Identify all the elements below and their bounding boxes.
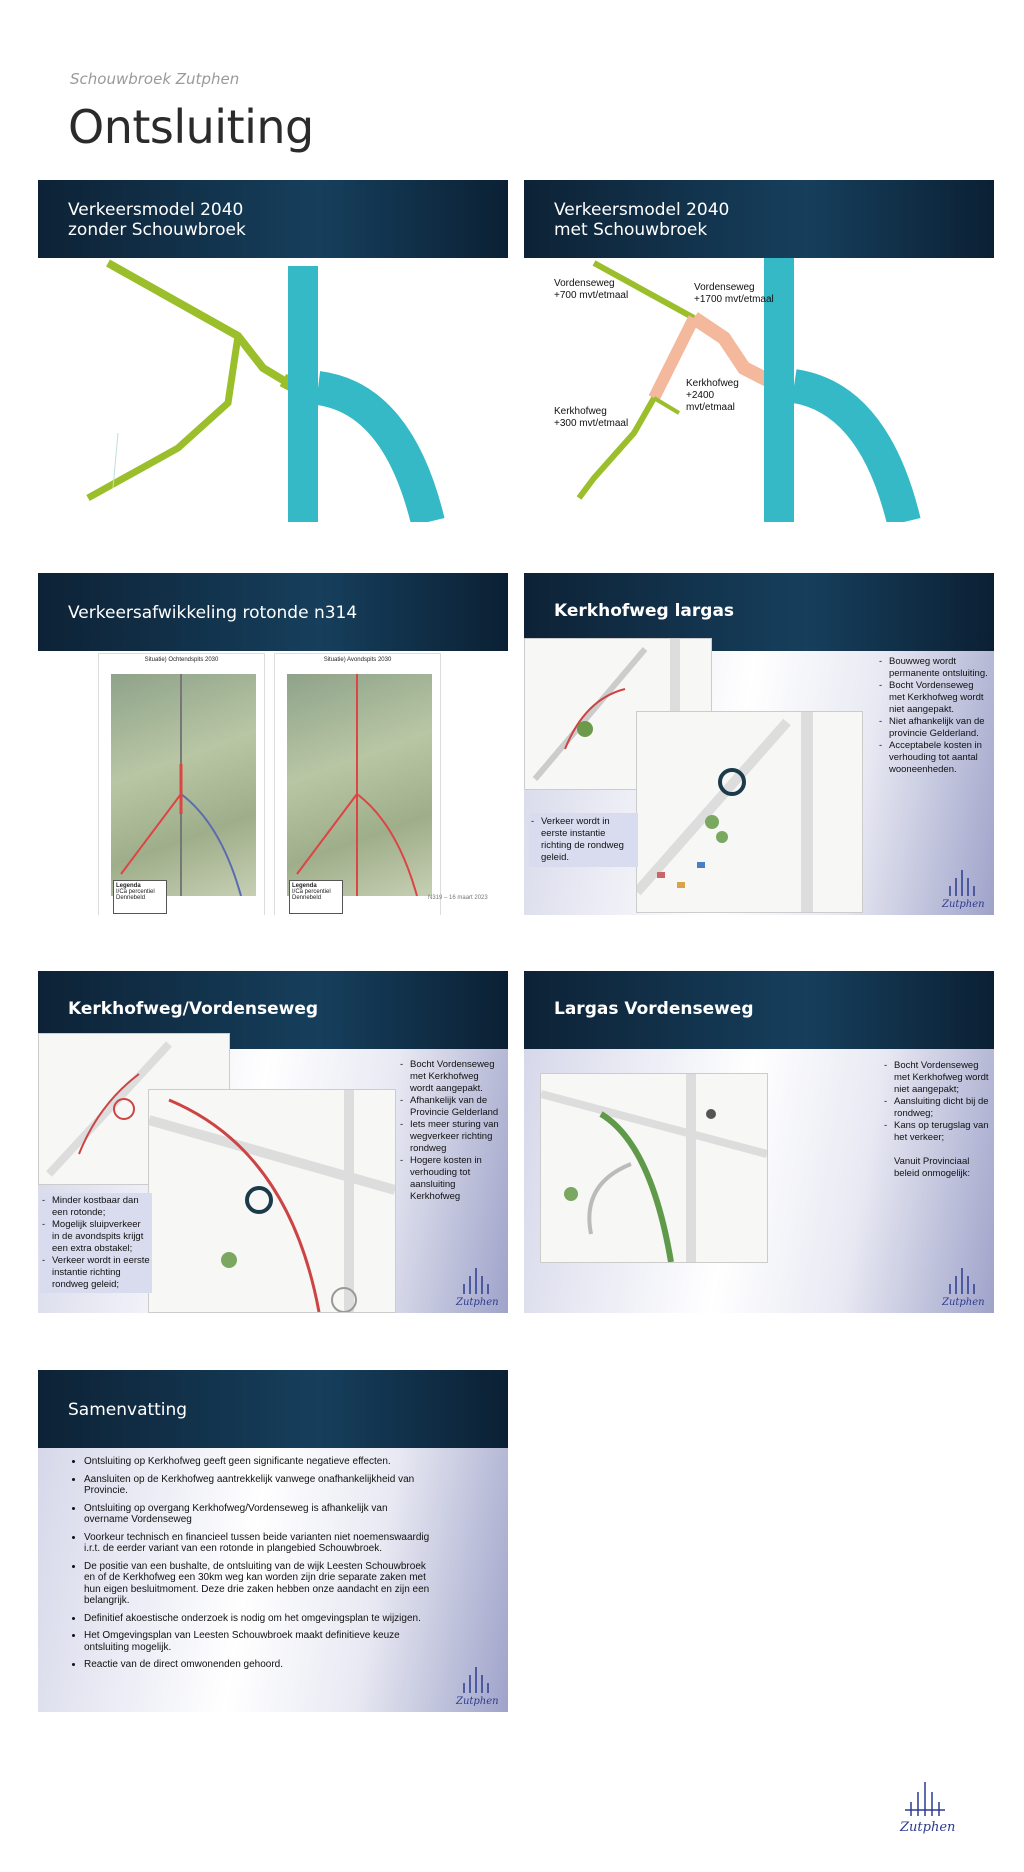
bullet-item: - Bouwweg wordt permanente ontsluiting. — [889, 656, 989, 680]
plan-map — [540, 1073, 768, 1263]
slide-title-line1: Verkeersmodel 2040 — [554, 200, 730, 220]
note-box — [529, 813, 638, 867]
bullet-list — [879, 656, 989, 776]
summary-item: • Aansluiten op de Kerkhofweg aantrekkelijk vanwege onafhankelijkheid van Provincie. — [84, 1474, 432, 1497]
slide-footer: N319 – 16 maart 2023 — [428, 895, 488, 901]
slide-title-line2: zonder Schouwbroek — [68, 220, 246, 240]
slide-header — [524, 180, 994, 258]
legend: Legenda I/Ca percentiel Dennebeld — [289, 880, 343, 914]
zutphen-logo: Zutphen — [456, 1266, 496, 1308]
slide-samenvatting — [38, 1370, 508, 1712]
summary-item: • Definitief akoestische onderzoek is nodig om het omgevingsplan te wijzigen. — [84, 1613, 432, 1625]
slide-title-line2: met Schouwbroek — [554, 220, 708, 240]
summary-item: • Voorkeur technisch en financieel tussen beide varianten niet noemenswaardig i.r.t. de eerder variant van een rotonde in plangebied Schouwbroek. — [84, 1532, 432, 1555]
slide-verkeersmodel-zonder — [38, 180, 508, 522]
map-title: Situatie) Ochtendspits 2030 — [144, 657, 219, 663]
document-subtitle: Schouwbroek Zutphen — [70, 70, 240, 88]
slide-header — [524, 971, 994, 1049]
slide-title: Kerkhofweg largas — [554, 601, 735, 621]
slide-kerkhofweg-vordenseweg — [38, 971, 508, 1313]
note-item: - Verkeer wordt in eerste instantie richting rondweg geleid; — [52, 1255, 150, 1291]
bullet-item: - Afhankelijk van de Provincie Gelderland — [410, 1095, 504, 1119]
note-item: - Verkeer wordt in eerste instantie richting de rondweg geleid. — [541, 816, 636, 864]
map-panel-ochtend — [98, 653, 265, 915]
bullet-item: - Bocht Vordenseweg met Kerkhofweg wordt niet aangepakt; — [894, 1060, 990, 1096]
map-panel-avond — [274, 653, 441, 915]
bullet-item: - Bocht Vordenseweg met Kerkhofweg wordt aangepakt. — [410, 1059, 504, 1095]
plan-map-detail — [148, 1089, 396, 1313]
bullet-item: - Bocht Vordenseweg met Kerkhofweg wordt niet aangepakt. — [889, 680, 989, 716]
bullet-item: - Kans op terugslag van het verkeer; — [894, 1120, 990, 1144]
label-vordenseweg-east: Vordenseweg +1700 mvt/etmaal — [694, 282, 774, 305]
note-box — [40, 1193, 152, 1293]
summary-item: • Het Omgevingsplan van Leesten Schouwbroek maakt definitieve keuze ontsluiting mogelijk. — [84, 1630, 432, 1653]
bullet-item: - Iets meer sturing van wegverkeer richting rondweg — [410, 1119, 504, 1155]
slide-header — [38, 180, 508, 258]
summary-item: • Ontsluiting op Kerkhofweg geeft geen significante negatieve effecten. — [84, 1456, 432, 1468]
slide-title: Samenvatting — [68, 1400, 188, 1420]
slide-header — [38, 1370, 508, 1448]
note-item: - Minder kostbaar dan een rotonde; — [52, 1195, 150, 1219]
summary-item: • Reactie van de direct omwonenden gehoord. — [84, 1659, 432, 1671]
label-vordenseweg-west: Vordenseweg +700 mvt/etmaal — [554, 278, 629, 301]
plan-map-detail — [636, 711, 863, 913]
zutphen-page-logo: Zutphen — [900, 1780, 950, 1835]
slide-title-line1: Verkeersmodel 2040 — [68, 200, 244, 220]
note-item: - Mogelijk sluipverkeer in de avondspits krijgt een extra obstakel; — [52, 1219, 150, 1255]
slide-kerkhofweg-largas — [524, 573, 994, 915]
slide-largas-vordenseweg — [524, 971, 994, 1313]
bullet-list — [884, 1060, 990, 1180]
map-title: Situatie) Avondspits 2030 — [323, 657, 392, 663]
legend: Legenda I/Ca percentiel Dennebeld — [113, 880, 167, 914]
aerial-map — [287, 674, 432, 896]
slide-title: Verkeersafwikkeling rotonde n314 — [68, 603, 358, 623]
zutphen-logo: Zutphen — [456, 1665, 496, 1707]
label-kerkhofweg-east: Kerkhofweg +2400 mvt/etmaal — [686, 378, 739, 413]
aerial-map — [111, 674, 256, 896]
label-kerkhofweg-west: Kerkhofweg +300 mvt/etmaal — [554, 406, 629, 429]
bullet-list — [400, 1059, 504, 1203]
bullet-item: - Niet afhankelijk van de provincie Gelderland. — [889, 716, 989, 740]
summary-item: • Ontsluiting op overgang Kerkhofweg/Vordenseweg is afhankelijk van overname Vordenseweg — [84, 1503, 432, 1526]
traffic-map — [38, 258, 508, 522]
zutphen-logo: Zutphen — [942, 1266, 982, 1308]
bullet-item: - Aansluiting dicht bij de rondweg; — [894, 1096, 990, 1120]
slide-title: Largas Vordenseweg — [554, 999, 754, 1019]
bullet-extra: Vanuit Provinciaal beleid onmogelijk: — [894, 1156, 971, 1179]
document-title: Ontsluiting — [68, 100, 314, 154]
slide-title: Kerkhofweg/Vordenseweg — [68, 999, 319, 1019]
bullet-item: - Acceptabele kosten in verhouding tot aantal wooneenheden. — [889, 740, 989, 776]
zutphen-logo: Zutphen — [942, 868, 982, 910]
bullet-item: - Hogere kosten in verhouding tot aansluiting Kerkhofweg — [410, 1155, 504, 1203]
slide-header — [38, 573, 508, 651]
summary-list — [72, 1456, 432, 1677]
summary-item: • De positie van een bushalte, de ontsluiting van de wijk Leesten Schouwbroek en of de Kerkhofweg een 30km weg kan worden zijn drie separate zaken met hun eigen besluitmoment. Deze drie zaken hebben onze aandacht en zijn een belangrijk. — [84, 1561, 432, 1607]
slide-verkeersmodel-met — [524, 180, 994, 522]
slide-verkeersafwikkeling — [38, 573, 508, 915]
